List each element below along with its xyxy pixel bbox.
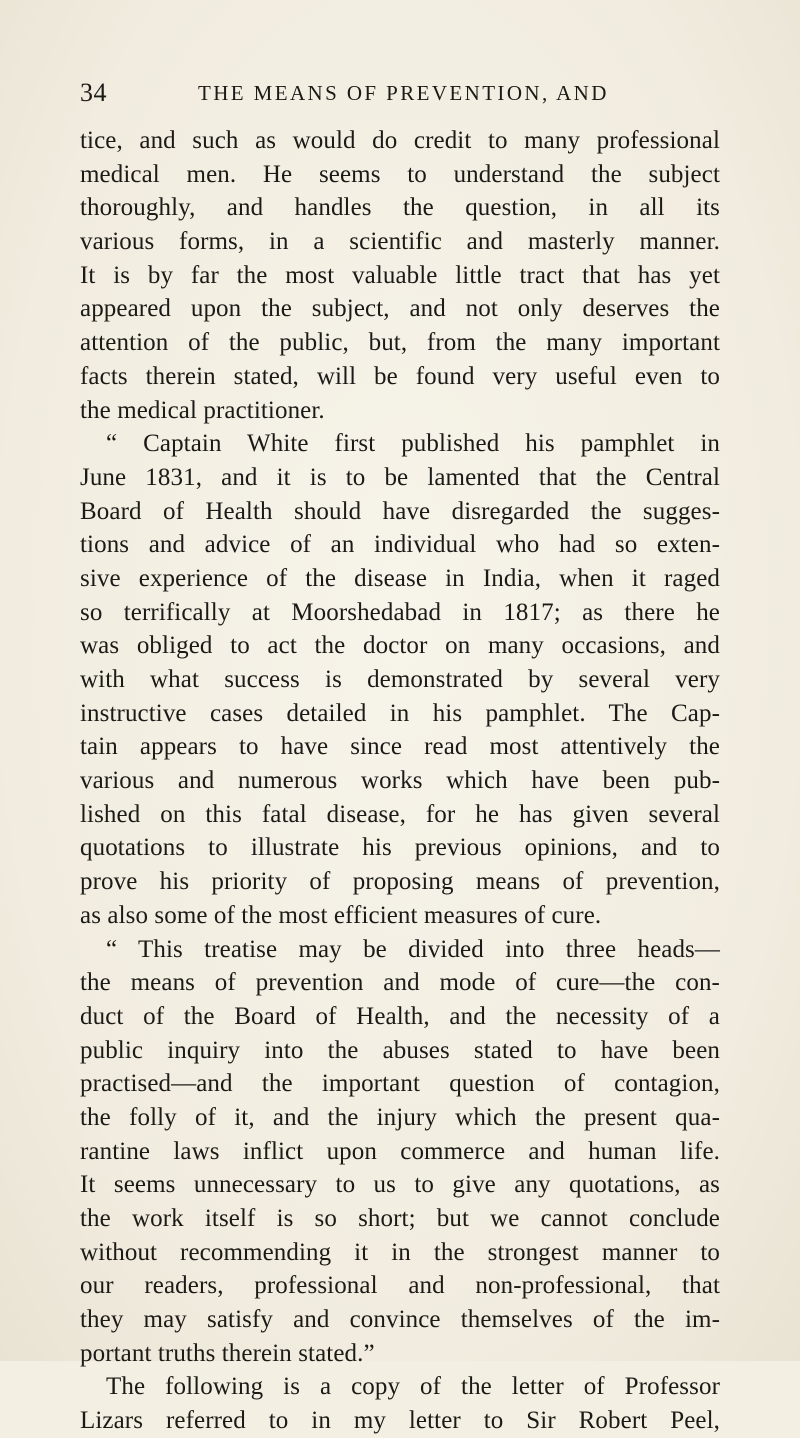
text-line: they may satisfy and convince themselves of the im- — [80, 1306, 720, 1334]
text-line: sive experience of the disease in India, when it raged — [80, 564, 720, 592]
page-header — [80, 76, 720, 110]
text-line: various and numerous works which have been pub- — [80, 767, 720, 795]
text-line: practised—and the important question of contagion, — [80, 1070, 720, 1098]
text-line: various forms, in a scientific and masterly manner. — [80, 228, 720, 256]
text-line: our readers, professional and non-professional, that — [80, 1272, 720, 1300]
text-line: lished on this fatal disease, for he has given several — [80, 800, 720, 828]
text-line: without recommending it in the strongest manner to — [80, 1238, 720, 1266]
text-line: June 1831, and it is to be lamented that the Central — [80, 463, 720, 491]
text-line: public inquiry into the abuses stated to have been — [80, 1036, 720, 1064]
text-line: prove his priority of proposing means of prevention, — [80, 868, 720, 896]
text-line: tions and advice of an individual who had so exten- — [80, 531, 720, 559]
text-line: medical men. He seems to understand the subject — [80, 160, 720, 188]
running-head: THE MEANS OF PREVENTION, AND — [198, 81, 609, 105]
text-line: the work itself is so short; but we cannot conclude — [80, 1205, 720, 1232]
text-line: the means of prevention and mode of cure—the con- — [80, 969, 720, 997]
text-line: facts therein stated, will be found very useful even to — [80, 362, 720, 390]
text-line: duct of the Board of Health, and the necessity of a — [80, 1002, 720, 1030]
text-line: thoroughly, and handles the question, in all its — [80, 194, 720, 222]
text-line: appeared upon the subject, and not only deserves the — [80, 295, 720, 323]
text-line: Board of Health should have disregarded the sugges- — [80, 497, 720, 525]
text-line: instructive cases detailed in his pamphlet. The Cap- — [80, 699, 720, 727]
text-line: with what success is demonstrated by several very — [80, 666, 720, 693]
text-line: It seems unnecessary to us to give any quotations, as — [80, 1171, 720, 1199]
text-line: tain appears to have since read most attentively the — [80, 733, 720, 761]
text-line: was obliged to act the doctor on many occasions, and — [80, 632, 720, 660]
text-line: the medical practitioner. — [80, 396, 325, 424]
text-line: as also some of the most efficient measures of cure. — [80, 901, 602, 929]
text-line: “ This treatise may be divided into three heads— — [106, 935, 720, 963]
text-line: rantine laws inflict upon commerce and human life. — [80, 1137, 720, 1165]
text-line: It is by far the most valuable little tract that has yet — [80, 261, 720, 289]
page-number: 34 — [80, 78, 107, 107]
text-line: attention of the public, but, from the many important — [80, 329, 720, 357]
text-line: the folly of it, and the injury which the present qua- — [80, 1103, 720, 1131]
body-text — [80, 124, 720, 1438]
text-line: quotations to illustrate his previous opinions, and to — [80, 834, 720, 862]
text-line: portant truths therein stated.” — [80, 1339, 375, 1367]
text-line: Lizars referred to in my letter to Sir Robert Peel, — [80, 1407, 720, 1435]
text-line: tice, and such as would do credit to many professional — [80, 127, 720, 154]
text-line: so terrifically at Moorshedabad in 1817; as there he — [80, 598, 720, 626]
text-line: The following is a copy of the letter of Professor — [106, 1373, 720, 1401]
text-line: “ Captain White first published his pamphlet in — [106, 430, 720, 458]
